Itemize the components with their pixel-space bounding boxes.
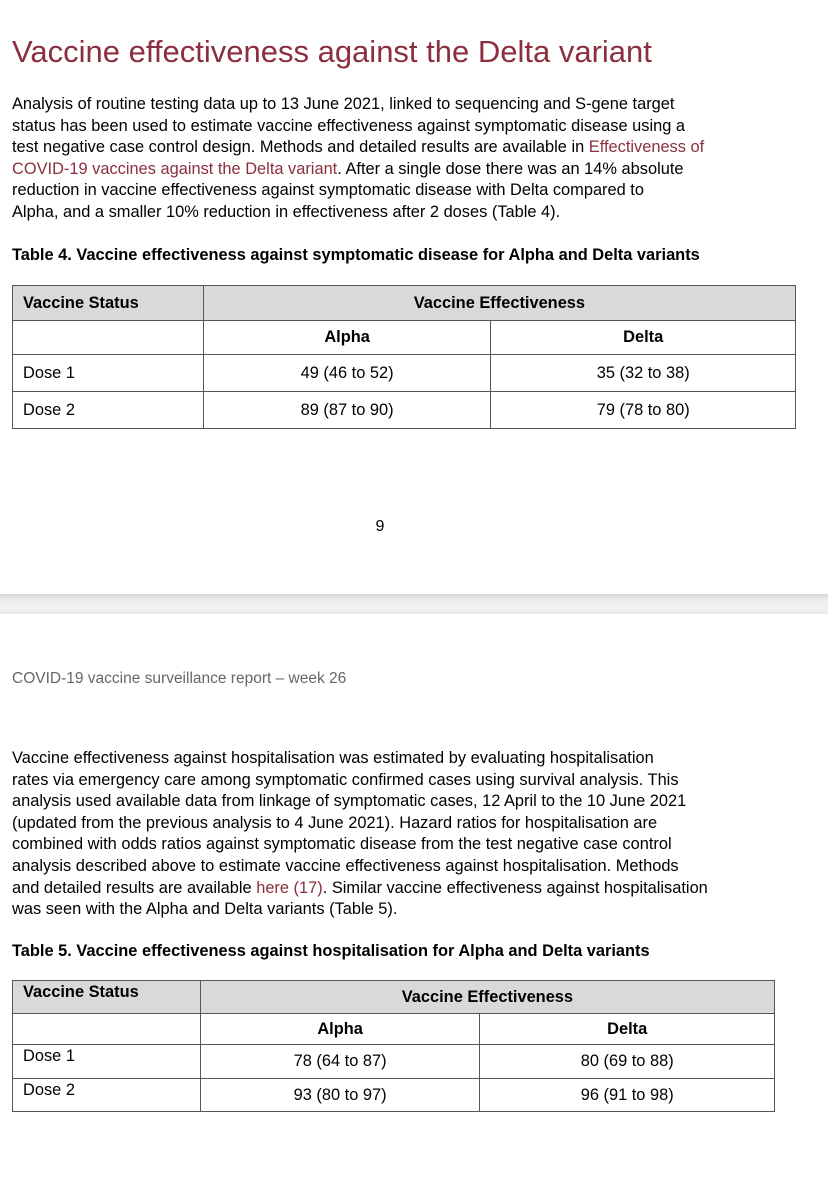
alpha-cell: 89 (87 to 90) (203, 392, 491, 429)
subheader-delta: Delta (491, 321, 796, 355)
delta-paragraph (12, 94, 704, 224)
table-4-caption: Table 4. Vaccine effectiveness against symptomatic disease for Alpha and Delta variants (12, 246, 700, 264)
subheader-delta: Delta (480, 1014, 775, 1045)
table-5-caption: Table 5. Vaccine effectiveness against hospitalisation for Alpha and Delta variants (12, 942, 650, 960)
effectiveness-link-continued[interactable]: COVID-19 vaccines against the Delta variant (12, 159, 338, 178)
hospitalisation-paragraph (12, 748, 708, 921)
alpha-cell: 93 (80 to 97) (200, 1079, 480, 1112)
page-9 (0, 0, 828, 594)
table-5 (12, 980, 775, 1112)
paragraph-line: and detailed results are available (12, 878, 257, 897)
empty-cell (13, 1014, 201, 1045)
delta-cell: 79 (78 to 80) (491, 392, 796, 429)
status-cell: Dose 2 (13, 392, 204, 429)
paragraph-line: was seen with the Alpha and Delta variants (Table 5). (12, 900, 398, 919)
table-row (13, 1045, 775, 1079)
page-number: 9 (375, 518, 385, 535)
paragraph-line: combined with odds ratios against symptomatic disease from the test negative case control (12, 835, 672, 854)
delta-cell: 96 (91 to 98) (480, 1079, 775, 1112)
running-header: COVID-19 vaccine surveillance report – week 26 (12, 670, 347, 687)
header-vaccine-status: Vaccine Status (13, 981, 201, 1014)
paragraph-line: status has been used to estimate vaccine effectiveness against symptomatic disease using a (12, 116, 686, 135)
paragraph-line: analysis used available data from linkage of symptomatic cases, 12 April to the 10 June 2021 (12, 792, 687, 811)
section-title: Vaccine effectiveness against the Delta variant (12, 34, 652, 69)
delta-cell: 80 (69 to 88) (480, 1045, 775, 1079)
paragraph-line: (updated from the previous analysis to 4 June 2021). Hazard ratios for hospitalisation are (12, 813, 658, 832)
table-4 (12, 285, 796, 429)
paragraph-line: Vaccine effectiveness against hospitalisation was estimated by evaluating hospitalisation (12, 749, 654, 767)
effectiveness-link[interactable]: Effectiveness of (588, 138, 705, 157)
header-vaccine-effectiveness: Vaccine Effectiveness (203, 286, 795, 321)
paragraph-line: Analysis of routine testing data up to 13 June 2021, linked to sequencing and S-gene target (12, 95, 675, 113)
paragraph-line: reduction in vaccine effectiveness against symptomatic disease with Delta compared to (12, 181, 644, 200)
status-cell: Dose 1 (13, 1045, 201, 1079)
header-vaccine-effectiveness: Vaccine Effectiveness (200, 981, 774, 1014)
paragraph-line: . Similar vaccine effectiveness against hospitalisation (322, 878, 708, 897)
subheader-alpha: Alpha (203, 321, 491, 355)
status-cell: Dose 2 (13, 1079, 201, 1112)
table-row (13, 392, 796, 429)
table-row (13, 355, 796, 392)
page-10 (0, 614, 828, 1198)
subheader-alpha: Alpha (200, 1014, 480, 1045)
status-cell: Dose 1 (13, 355, 204, 392)
page-separator (0, 594, 828, 614)
reference-link[interactable]: here (17) (256, 878, 323, 897)
empty-cell (13, 321, 204, 355)
alpha-cell: 78 (64 to 87) (200, 1045, 480, 1079)
paragraph-line: test negative case control design. Methods and detailed results are available in (12, 138, 589, 157)
paragraph-line: Alpha, and a smaller 10% reduction in effectiveness after 2 doses (Table 4). (12, 202, 561, 221)
paragraph-line: . After a single dose there was an 14% absolute (337, 159, 684, 178)
delta-cell: 35 (32 to 38) (491, 355, 796, 392)
table-row (13, 1079, 775, 1112)
paragraph-line: analysis described above to estimate vaccine effectiveness against hospitalisation. Methods (12, 856, 679, 875)
header-vaccine-status: Vaccine Status (13, 286, 204, 321)
paragraph-line: rates via emergency care among symptomatic confirmed cases using survival analysis. This (12, 770, 679, 789)
alpha-cell: 49 (46 to 52) (203, 355, 491, 392)
